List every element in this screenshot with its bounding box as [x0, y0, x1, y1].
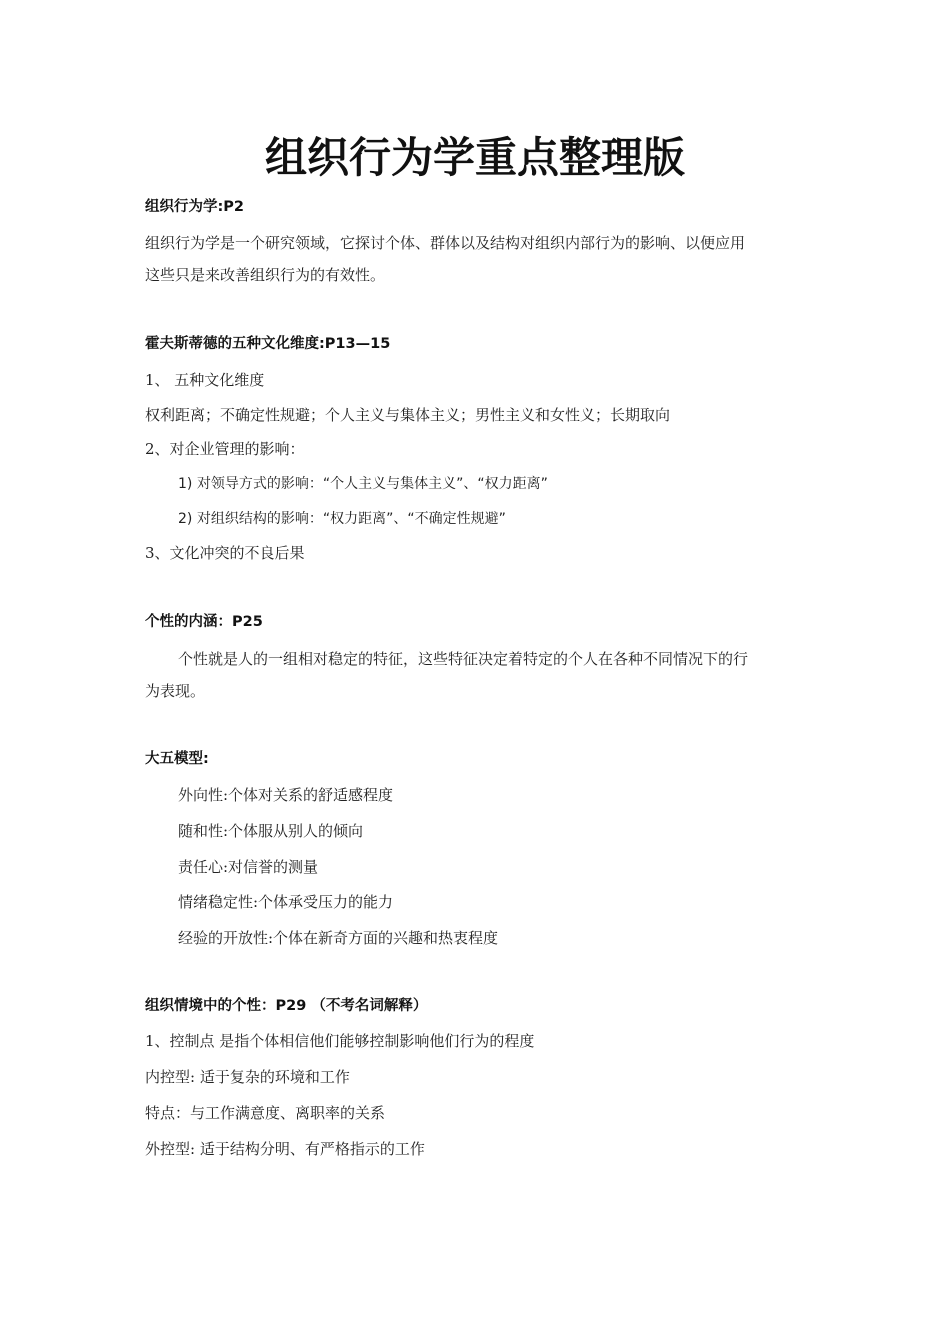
paragraph-line: 外控型: 适于结构分明、有严格指示的工作: [145, 1140, 425, 1158]
document-title: 组织行为学重点整理版: [264, 133, 685, 182]
sub-list-item: 2) 对组织结构的影响：“权力距离”、“不确定性规避”: [178, 511, 506, 527]
paragraph-line: 为表现。: [145, 682, 206, 700]
paragraph-line: 特点：与工作满意度、离职率的关系: [145, 1104, 386, 1122]
paragraph-line: 个性就是人的一组相对稳定的特征，这些特征决定着特定的个人在各种不同情况下的行: [178, 650, 749, 668]
list-item: 3、文化冲突的不良后果: [145, 544, 305, 562]
section-heading-org-personality: 组织情境中的个性：P29 （不考名词解释）: [145, 998, 428, 1014]
paragraph-line: 内控型: 适于复杂的环境和工作: [145, 1068, 350, 1086]
list-item: 随和性:个体服从别人的倾向: [178, 822, 364, 840]
paragraph-line: 这些只是来改善组织行为的有效性。: [145, 266, 386, 284]
section-heading-ob-definition: 组织行为学:P2: [145, 199, 245, 215]
list-item: 1、控制点 是指个体相信他们能够控制影响他们行为的程度: [145, 1032, 535, 1050]
section-heading-hofstede: 霍夫斯蒂德的五种文化维度:P13—15: [145, 336, 391, 352]
paragraph-line: 组织行为学是一个研究领域，它探讨个体、群体以及结构对组织内部行为的影响、以便应用: [145, 234, 746, 252]
list-item: 1、 五种文化维度: [145, 371, 265, 389]
list-item: 2、对企业管理的影响：: [145, 440, 305, 458]
list-item: 情绪稳定性:个体承受压力的能力: [178, 893, 394, 911]
sub-list-item: 1) 对领导方式的影响：“个人主义与集体主义”、“权力距离”: [178, 476, 548, 492]
section-heading-big-five: 大五模型:: [145, 751, 209, 767]
list-item: 外向性:个体对关系的舒适感程度: [178, 786, 394, 804]
paragraph-line: 权利距离；不确定性规避；个人主义与集体主义；男性主义和女性义；长期取向: [145, 406, 671, 424]
list-item: 经验的开放性:个体在新奇方面的兴趣和热衷程度: [178, 929, 499, 947]
list-item: 责任心:对信誉的测量: [178, 858, 319, 876]
section-heading-personality: 个性的内涵：P25: [145, 614, 263, 630]
